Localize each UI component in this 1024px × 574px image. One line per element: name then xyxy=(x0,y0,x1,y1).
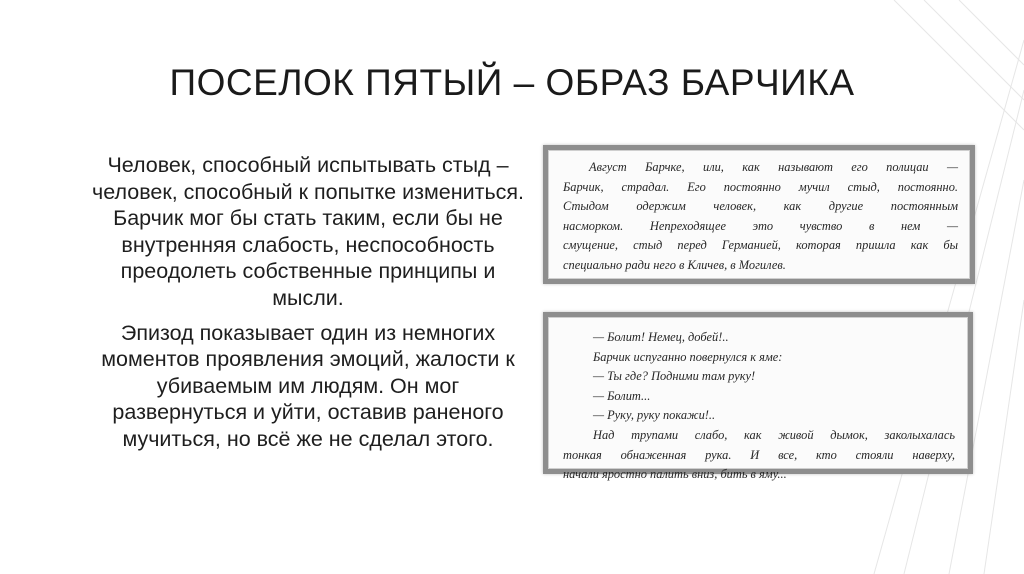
quote-line: Над трупами слабо, как живой дымок, заколыхалась xyxy=(593,427,955,442)
quote-image-1 xyxy=(543,145,975,284)
quote-text-1 xyxy=(548,150,970,279)
body-paragraph: Эпизод показывает один из немногих моментов проявления эмоций, жалости к убиваемым им людям. Он мог развернуться и уйти, оставив раненого мучиться, но всё же не сделал этого. xyxy=(101,320,515,451)
quote-image-2 xyxy=(543,312,973,482)
quote-line: начали яростно палить вниз, бить в яму... xyxy=(563,467,787,482)
slide-title: ПОСЕЛОК ПЯТЫЙ – ОБРАЗ БАРЧИКА xyxy=(169,62,855,103)
quote-line: Стыдом одержим человек, как другие постоянным xyxy=(563,199,958,214)
quote-line: — Болит... xyxy=(593,388,651,403)
quote-text-2 xyxy=(548,317,968,482)
body-paragraph: Человек, способный испытывать стыд – человек, способный к попытке измениться. Барчик мог бы стать таким, если бы не внутренняя слабость, неспособность преодолеть собственные принципы и мысли. xyxy=(92,153,525,310)
quote-line: насморком. Непреходящее это чувство в нем — xyxy=(563,218,958,233)
quote-line: тонкая обнаженная рука. И все, кто стояли наверху, xyxy=(563,447,955,462)
quote-line: — Ты где? Подними там руку! xyxy=(593,369,756,384)
quote-line: Барчик, страдал. Его постоянно мучил стыд, постоянно. xyxy=(563,179,958,194)
quote-line: — Болит! Немец, добей!.. xyxy=(593,330,729,344)
quote-line: Август Барчке, или, как называют его полицаи — xyxy=(589,160,958,174)
slide-body-text xyxy=(92,152,524,453)
quote-line: — Руку, руку покажи!.. xyxy=(593,408,716,423)
quote-line: смущение, стыд перед Германией, которая пришла как бы xyxy=(563,238,958,253)
quote-line: специально ради него в Кличев, в Могилев. xyxy=(563,257,786,272)
quote-line: Барчик испуганно повернулся к яме: xyxy=(593,349,783,364)
